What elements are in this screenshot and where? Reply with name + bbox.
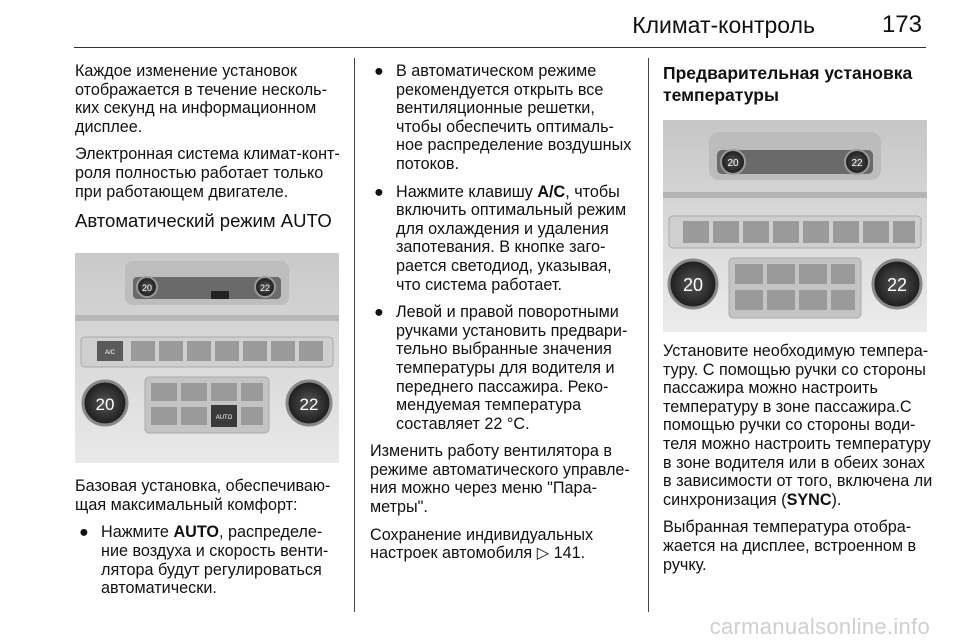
text-fragment: ). [831, 490, 842, 509]
left-knob-temp: 20 [95, 395, 115, 415]
section-heading-preset [663, 62, 935, 106]
ac-key-label: A/C [537, 182, 566, 201]
text-line: Базовая установка, обеспечиваю- [75, 477, 331, 496]
text-line: пассажира можно настроить [663, 379, 878, 398]
page-number: 173 [881, 11, 922, 38]
text-line: для охлаждения и удаления [396, 219, 609, 238]
auto-button-label: AUTO [215, 415, 233, 422]
electronic-system-paragraph [75, 145, 345, 201]
fan-paragraph [370, 442, 640, 516]
text-line: ких секунд на информационном [75, 99, 317, 118]
text-line: щая максимальный комфорт: [75, 495, 298, 514]
displayed-temperature-paragraph [663, 518, 935, 574]
preset-temperature-figure [663, 120, 927, 332]
text-line: лятора будут регулироваться [101, 560, 322, 579]
knobs-bullet [370, 303, 640, 433]
top-left-temp: 20 [141, 283, 153, 294]
text-line: Выбранная температура отобра- [663, 518, 912, 537]
text-line: автоматически. [101, 579, 217, 598]
text-line: помощью ручки со стороны води- [663, 416, 916, 435]
auto-mode-figure [75, 253, 339, 463]
header-rule [74, 47, 926, 48]
text-line: температуру в зоне пассажира.С [663, 397, 912, 416]
auto-bullet [75, 523, 345, 597]
left-knob-temp: 20 [682, 275, 704, 295]
auto-key-label: AUTO [173, 523, 220, 542]
page-title: Климат-контроль [632, 12, 815, 38]
section-heading-auto: Автоматический режим AUTO [75, 210, 332, 232]
vents-bullet [370, 62, 640, 174]
text-line: Установите необходимую темпера- [663, 342, 929, 360]
right-knob-temp: 22 [886, 275, 908, 295]
text-line: составляет 22 °C. [396, 414, 530, 433]
text-line: Электронная система климат-конт- [75, 145, 340, 164]
text-line: ное распределение воздушных [396, 136, 632, 155]
text-line: при работающем двигателе. [75, 182, 289, 201]
top-right-temp: 22 [851, 158, 863, 169]
text-line: метры". [370, 498, 428, 517]
text-line: ния можно через меню "Пара- [370, 479, 597, 498]
text-line: Каждое изменение установок [75, 62, 297, 80]
right-knob-temp: 22 [299, 395, 319, 415]
text-line: мендуемая температура [396, 396, 582, 415]
ac-bullet [370, 183, 640, 295]
ac-button-label: A/C [104, 350, 116, 357]
column-divider-1 [354, 58, 355, 612]
page-ref-link[interactable]: 141. [553, 544, 586, 563]
text-fragment: синхронизация ( [663, 490, 787, 509]
text-line: ручку. [663, 555, 707, 574]
text-line: чтобы обеспечить оптималь- [396, 117, 614, 136]
text-fragment: Нажмите клавишу [396, 182, 538, 201]
text-line: отображается в течение несколь- [75, 80, 327, 99]
text-line: в зоне водителя или в обеих зонах [663, 453, 925, 472]
column-divider-2 [648, 58, 649, 612]
text-fragment: , распределе- [219, 523, 323, 542]
page-ref-icon[interactable]: ▷ [536, 544, 550, 563]
bullet-dot: ● [374, 62, 384, 80]
text-line: Левой и правой поворотными [396, 303, 619, 322]
text-line: роля полностью работает только [75, 163, 324, 182]
top-left-temp: 20 [727, 158, 739, 169]
intro-paragraph [75, 62, 345, 136]
text-line: ручками установить предвари- [396, 321, 628, 340]
text-line: вентиляционные решетки, [396, 99, 595, 118]
column-2 [370, 62, 640, 572]
bullet-dot: ● [374, 182, 384, 201]
text-line: запотевания. В кнопке заго- [396, 238, 606, 257]
column-3 [663, 62, 935, 583]
save-settings-paragraph [370, 526, 640, 563]
text-line: температуры для водителя и [396, 358, 615, 377]
sync-key-label: SYNC [786, 490, 832, 509]
text-line: настроек автомобиля [370, 544, 533, 563]
text-line: температуры [663, 85, 779, 105]
text-line: рекомендуется открыть все [396, 80, 604, 99]
set-temperature-paragraph [663, 342, 935, 509]
text-fragment: Нажмите [101, 523, 174, 542]
text-line: жается на дисплее, встроенном в [663, 536, 917, 555]
bullet-dot: ● [374, 303, 384, 322]
text-line: рается светодиод, указывая, [396, 256, 612, 275]
text-line: режиме автоматического управле- [370, 460, 630, 479]
text-line: туру. С помощью ручки со стороны [663, 360, 926, 379]
text-line: теля можно настроить температуру [663, 434, 931, 453]
text-line: В автоматическом режиме [396, 62, 597, 80]
text-line: в зависимости от того, включена ли [663, 472, 933, 491]
top-right-temp: 22 [259, 283, 271, 294]
text-line: Предварительная установка [663, 63, 913, 83]
text-line: потоков. [396, 154, 460, 173]
text-fragment: , чтобы [565, 182, 620, 201]
text-line: что система работает. [396, 275, 562, 294]
text-line: Сохранение индивидуальных [370, 525, 594, 544]
page-header [0, 0, 960, 48]
bullet-dot: ● [79, 523, 89, 542]
watermark: carmanualsonline.info [709, 614, 930, 639]
text-line: переднего пассажира. Реко- [396, 377, 609, 396]
text-line: Изменить работу вентилятора в [370, 442, 612, 461]
text-line: тельно выбранные значения [396, 340, 612, 359]
text-line: включить оптимальный режим [396, 201, 627, 220]
figure-caption [75, 477, 345, 514]
text-line: дисплее. [75, 117, 143, 136]
column-1 [75, 62, 345, 607]
text-line: ние воздуха и скорость венти- [101, 541, 329, 560]
